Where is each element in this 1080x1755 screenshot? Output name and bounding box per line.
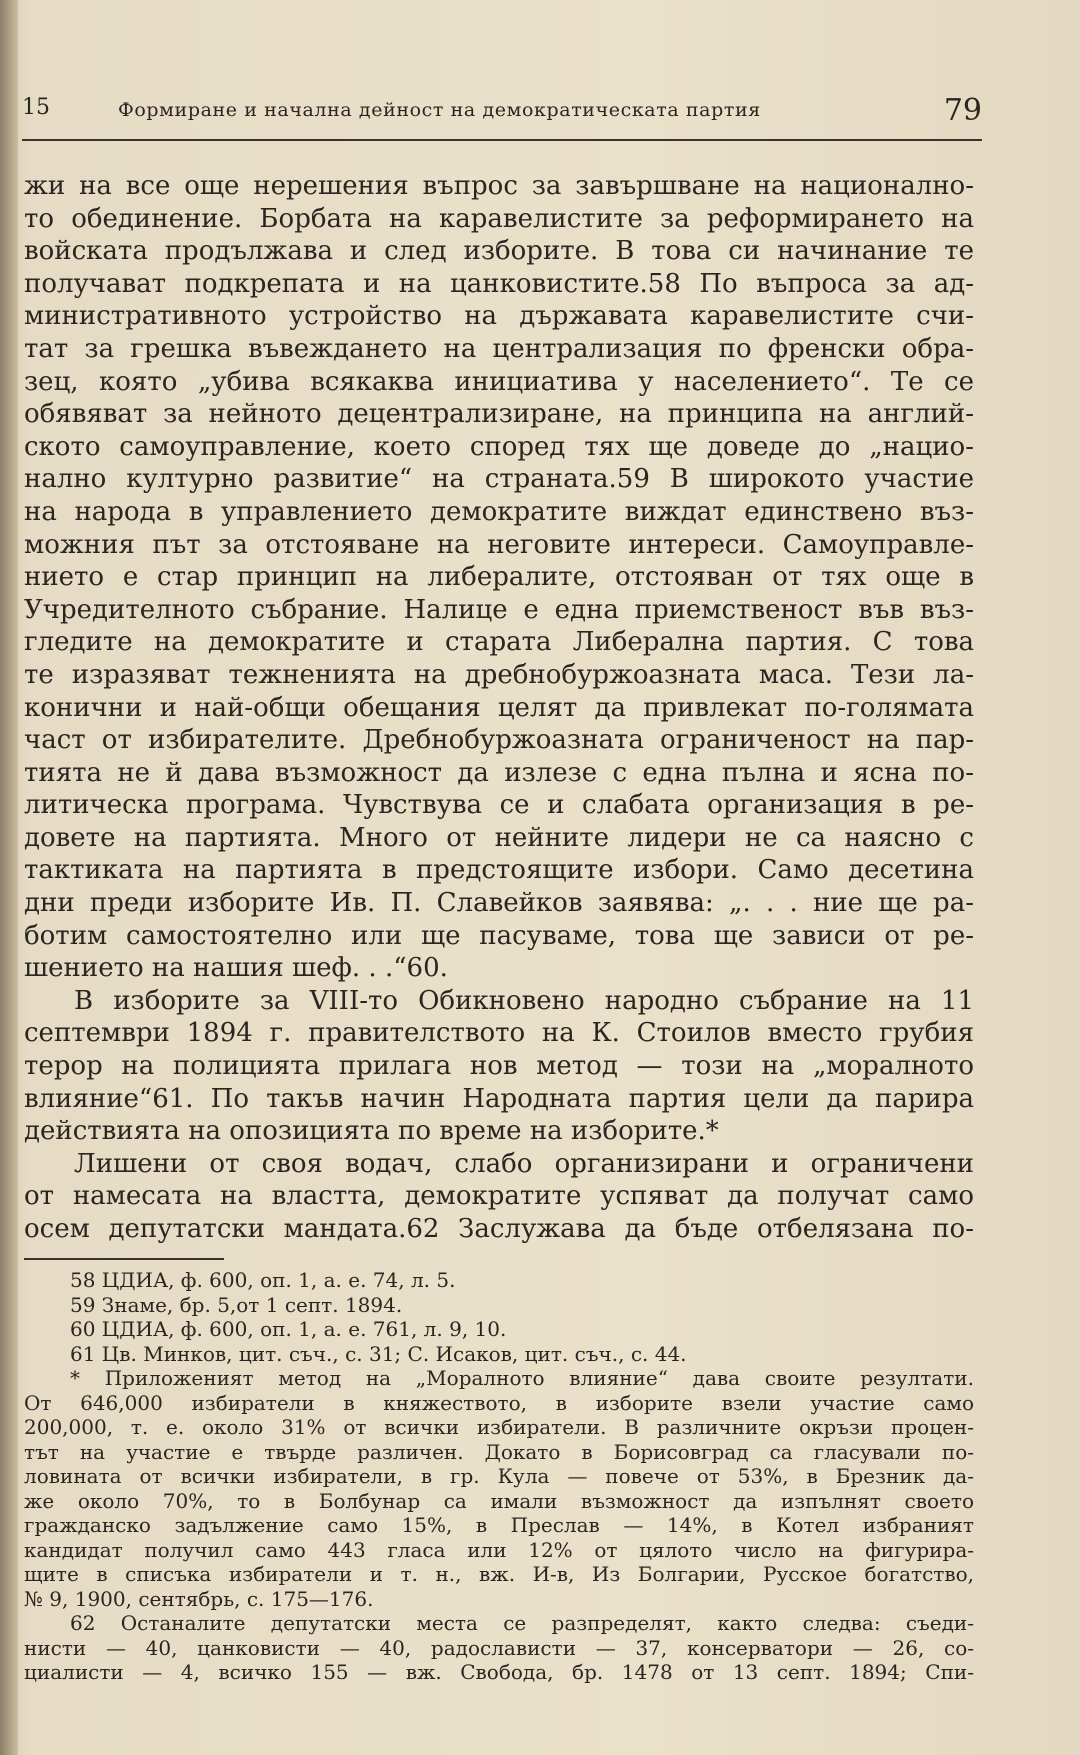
footnote-line: 58 ЦДИА, ф. 600, оп. 1, а. е. 74, л. 5. bbox=[70, 1268, 456, 1292]
text-line: литическа програма. Чувствува се и слабата организация в ре- bbox=[24, 790, 974, 821]
running-header bbox=[22, 95, 982, 135]
text-line: тията не й дава възможност да излезе с една пълна и ясна по- bbox=[24, 757, 974, 788]
footnote-line: тът на участие е твърде различен. Докато в Борисовград са гласували по- bbox=[24, 1439, 974, 1464]
text-line: обявяват за нейното децентрализиране, на принципа на англий- bbox=[24, 399, 974, 430]
text-line: шението на нашия шеф. . .“60. bbox=[24, 953, 448, 984]
text-line: дни преди изборите Ив. П. Славейков заявява: „. . . ние ще ра- bbox=[24, 888, 974, 919]
footnote-line: ловината от всички избиратели, в гр. Кула — повече от 53%, в Брезник да- bbox=[24, 1464, 974, 1488]
footnote-line: 60 ЦДИА, ф. 600, оп. 1, а. е. 761, л. 9, 10. bbox=[70, 1317, 507, 1341]
text-line: влияние“61. По такъв начин Народната партия цели да парира bbox=[24, 1083, 974, 1114]
text-line: септември 1894 г. правителството на К. Стоилов вместо грубия bbox=[24, 1018, 974, 1049]
text-line: те изразяват тежненията на дребнобуржоазната маса. Тези ла- bbox=[24, 659, 974, 690]
text-line: нално културно развитие“ на страната.59 В широкото участие bbox=[24, 464, 974, 495]
footnote-line: 62 Останалите депутатски места се разпределят, както следва: съеди- bbox=[70, 1611, 974, 1635]
main-text bbox=[24, 170, 974, 1246]
text-line: на народа в управлението демократите виждат единствено въз- bbox=[24, 496, 974, 527]
footnote-line: 59 Знаме, бр. 5,от 1 септ. 1894. bbox=[70, 1292, 403, 1317]
text-line: нието е стар принцип на либералите, отстояван от тях още в bbox=[24, 562, 974, 593]
footnote-line: 200,000, т. е. около 31% от всички избиратели. В различните окръзи процен- bbox=[24, 1415, 974, 1439]
footnote-line: кандидат получил само 443 гласа или 12% от цялото число на фигурира- bbox=[24, 1537, 974, 1562]
footnote-line: щите в списъка избиратели и т. н., вж. И-в, Из Болгарии, Русское богатство, bbox=[24, 1562, 974, 1586]
text-line: осем депутатски мандата.62 Заслужава да бъде отбелязана по- bbox=[24, 1214, 974, 1244]
text-line: част от избирателите. Дребнобуржоазната ограниченост на пар- bbox=[24, 725, 974, 756]
header-rule bbox=[22, 139, 982, 141]
header-chapter-marker: 15 bbox=[22, 95, 50, 120]
text-line: от намесата на властта, демократите успяват да получат само bbox=[24, 1181, 974, 1212]
footnote-line: № 9, 1900, сентябрь, с. 175—176. bbox=[24, 1586, 374, 1611]
page-spine-shadow bbox=[0, 0, 18, 1755]
footnote-line: * Приложеният метод на „Моралното влияние“ дава своите резултати. bbox=[70, 1366, 974, 1390]
text-line: зец, която „убива всякаква инициатива у населението“. Те се bbox=[24, 366, 974, 397]
text-line: действията на опозицията по време на изборите.* bbox=[24, 1116, 719, 1147]
text-line: ското самоуправление, което според тях ще доведе до „нацио- bbox=[24, 431, 974, 462]
footnotes bbox=[24, 1268, 974, 1685]
footnote-line: нисти — 40, цанковисти — 40, радослависти — 37, консерватори — 26, со- bbox=[24, 1635, 974, 1660]
footnote-line: же около 70%, то в Болбунар са имали възможност да изпълнят своето bbox=[24, 1488, 974, 1513]
text-line: тат за грешка въвеждането на централизация по френски обра- bbox=[24, 333, 974, 364]
footnote-line: гражданско задължение само 15%, в Преслав — 14%, в Котел избраният bbox=[24, 1513, 974, 1537]
text-line: Лишени от своя водач, слабо организирани и ограничени bbox=[74, 1148, 974, 1179]
text-line: терор на полицията прилага нов метод — този на „моралното bbox=[24, 1051, 974, 1082]
footnote-line: 61 Цв. Минков, цит. съч., с. 31; С. Исаков, цит. съч., с. 44. bbox=[70, 1341, 687, 1366]
footnote-line: От 646,000 избиратели в княжеството, в изборите взели участие само bbox=[24, 1390, 974, 1415]
text-line: довете на партията. Много от нейните лидери не са наясно с bbox=[24, 822, 974, 853]
text-line: конични и най-общи обещания целят да привлекат по-голямата bbox=[24, 692, 974, 723]
header-title: Формиране и начална дейност на демократическата партия bbox=[118, 99, 761, 121]
footnote-rule bbox=[24, 1258, 224, 1260]
text-line: гледите на демократите и старата Либерална партия. С това bbox=[24, 627, 974, 658]
text-line: получават подкрепата и на цанковистите.58 По въпроса за ад- bbox=[24, 268, 974, 299]
footnote-line: циалисти — 4, всичко 155 — вж. Свобода, бр. 1478 от 13 септ. 1894; Спи- bbox=[24, 1660, 974, 1684]
text-line: войската продължава и след изборите. В това си начинание те bbox=[24, 236, 974, 267]
text-line: тактиката на партията в предстоящите избори. Само десетина bbox=[24, 855, 974, 886]
text-line: министративното устройство на държавата каравелистите счи- bbox=[24, 301, 974, 332]
text-line: В изборите за VIII-то Обикновено народно събрание на 11 bbox=[74, 985, 974, 1016]
text-line: жи на все още нерешения въпрос за завършване на национално- bbox=[24, 171, 974, 201]
text-line: Учредителното събрание. Налице е една приемственост във въз- bbox=[24, 594, 974, 625]
text-line: то обединение. Борбата на каравелистите за реформирането на bbox=[24, 203, 974, 234]
page-number: 79 bbox=[943, 93, 982, 128]
text-line: ботим самостоятелно или ще пасуваме, това ще зависи от ре- bbox=[24, 920, 974, 951]
text-line: можния път за отстояване на неговите интереси. Самоуправле- bbox=[24, 529, 974, 560]
